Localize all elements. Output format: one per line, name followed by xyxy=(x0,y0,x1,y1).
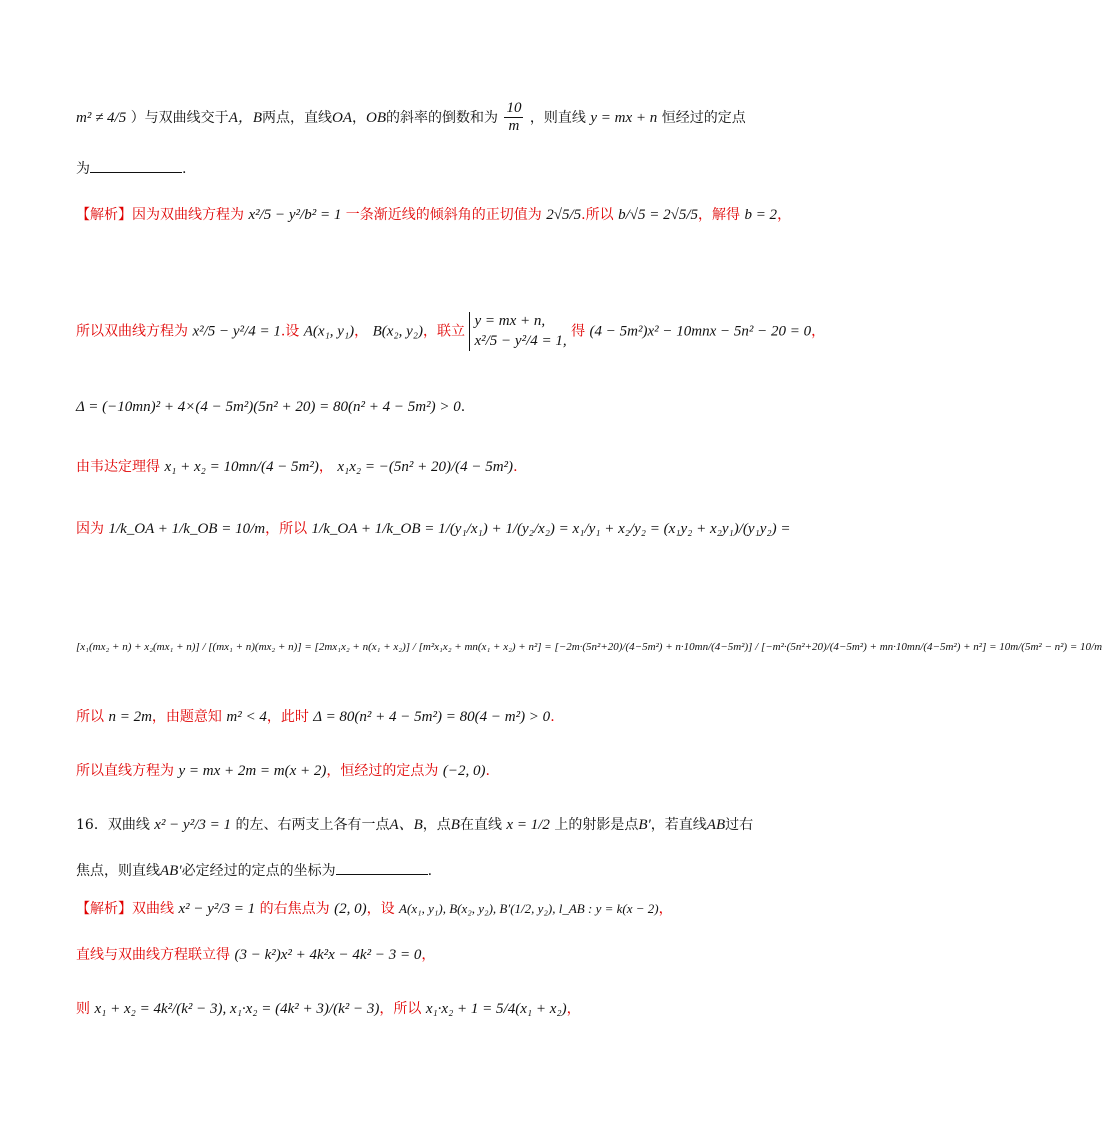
text: ，此时 xyxy=(266,709,309,725)
text: 焦点，则直线 xyxy=(76,863,160,879)
hyperbola-equation: x² − y²/3 = 1 xyxy=(178,901,256,917)
text: ， xyxy=(566,1001,581,1017)
vieta-relations: x₁ + x₂ = 4k²/(k² − 3), x₁·x₂ = (4k² + 3)/(k² − 3) xyxy=(94,1001,380,1017)
text: OB xyxy=(366,109,387,126)
text: 的左、右两支上各有一点 xyxy=(235,817,390,833)
value: m² < 4 xyxy=(226,709,267,725)
quadratic-equation: (4 − 5m²)x² − 10mnx − 5n² − 20 = 0 xyxy=(589,323,812,340)
text: ， xyxy=(318,459,333,475)
text: 直线与双曲线方程联立得 xyxy=(76,947,230,963)
question-16-line-2 xyxy=(76,862,432,879)
text: . xyxy=(182,161,187,177)
text: 必定经过的定点的坐标为 xyxy=(181,863,336,879)
text: 由韦达定理得 xyxy=(76,459,160,475)
text: A、B xyxy=(389,817,423,833)
text: 所以 xyxy=(76,709,104,725)
text: 两点，直线 xyxy=(262,109,333,126)
text: ，由题意知 xyxy=(151,709,222,725)
solution-line-2 xyxy=(76,312,825,351)
answer-16-line-3 xyxy=(76,1002,581,1017)
text: .所以 xyxy=(581,207,614,223)
long-derivation: [x₁(mx₂ + n) + x₂(mx₁ + n)] / [(mx₁ + n)(mx₂ + n)] = [2mx₁x₂ + n(x₁ + x₂)] / [m²x₁x₂ + mn(x₁ + x₂) + n²] = [−2m·(5n²+20)/(4−5m²) + n·10mn/(4−5m²)] / [−m²·(5n²+20)/(4−5m²) + mn·10mn/(4−5m²) + n²] = 10m/(5m² − n²) = 10/m xyxy=(76,641,1102,653)
discriminant: Δ = (−10mn)² + 4×(4 − 5m²)(5n² + 20) = 80(n² + 4 − 5m²) > 0 xyxy=(76,399,461,415)
setup: A(x₁, y₁), B(x₂, y₂), B′(1/2, y₂), l_AB : y = k(x − 2) xyxy=(399,901,659,916)
value: b/√5 = 2√5/5 xyxy=(618,207,698,223)
question-16-line-1 xyxy=(76,818,753,833)
discriminant: Δ = 80(n² + 4 − 5m²) = 80(4 − m²) > 0 xyxy=(313,709,551,725)
text: 因为 xyxy=(76,521,104,537)
relation: x₁·x₂ + 1 = 5/4(x₁ + x₂) xyxy=(425,1001,567,1017)
text: AB′ xyxy=(160,863,182,879)
text: ，若直线 xyxy=(650,817,707,833)
vertical-line: x = 1/2 xyxy=(506,817,550,833)
text: ， xyxy=(354,323,369,340)
text: ，设 xyxy=(366,901,395,917)
text: OA xyxy=(332,109,353,126)
fraction: $\frac{10}{m}$ xyxy=(506,100,522,135)
text: 为 xyxy=(76,161,90,177)
text: 因为双曲线方程为 xyxy=(132,207,244,223)
text: ，点 xyxy=(422,817,451,833)
solution-line-8 xyxy=(76,764,490,779)
point-a: A(x₁, y₁) xyxy=(303,323,355,340)
text: A，B xyxy=(228,109,263,126)
slope-expansion: 1/k_OA + 1/k_OB = 1/(y₁/x₁) + 1/(y₂/x₂) = x₁/y₁ + x₂/y₂ = (x₁y₂ + x₂y₁)/(y₁y₂) = xyxy=(311,521,791,537)
text: ， xyxy=(352,109,367,126)
text: 得 xyxy=(571,323,586,340)
analysis-tag: 【解析】 xyxy=(76,901,132,917)
vieta-product: x₁x₂ = −(5n² + 20)/(4 − 5m²) xyxy=(337,459,514,475)
text: ， xyxy=(421,947,436,963)
text: ）与双曲线交于 xyxy=(130,109,229,126)
condition: m² ≠ 4/5 xyxy=(76,109,127,126)
text: ，恒经过的定点为 xyxy=(326,763,439,779)
text: 上的射影是点 xyxy=(554,817,639,833)
text: ，所以 xyxy=(379,1001,422,1017)
text: 所以双曲线方程为 xyxy=(76,323,188,340)
text: 的斜率的倒数和为 xyxy=(386,109,499,126)
value: 2√5/5 xyxy=(546,207,582,223)
line-equation: y = mx + 2m = m(x + 2) xyxy=(178,763,327,779)
answer-16-line-1 xyxy=(76,902,673,917)
text: ， xyxy=(658,901,673,917)
text: ，则直线 xyxy=(529,109,586,126)
text: 则 xyxy=(76,1001,90,1017)
line-equation: y = mx + n xyxy=(590,109,658,126)
text: 恒经过的定点 xyxy=(661,109,746,126)
solution-line-6 xyxy=(76,640,1102,653)
text: . xyxy=(513,459,518,475)
analysis-tag: 【解析】 xyxy=(76,207,132,223)
fixed-point: (−2, 0) xyxy=(442,763,486,779)
solution-line-5 xyxy=(76,522,790,537)
slope-condition: 1/k_OA + 1/k_OB = 10/m xyxy=(108,521,266,537)
value: b = 2 xyxy=(744,207,778,223)
focus-point: (2, 0) xyxy=(334,901,367,917)
quadratic-equation: (3 − k²)x² + 4k²x − 4k² − 3 = 0 xyxy=(234,947,422,963)
text: ， xyxy=(777,207,792,223)
vieta-sum: x₁ + x₂ = 10mn/(4 − 5m²) xyxy=(164,459,319,475)
question-number: 16．双曲线 xyxy=(76,817,150,833)
text: 的右焦点为 xyxy=(259,901,330,917)
text: ，所以 xyxy=(265,521,308,537)
text: ，解得 xyxy=(697,207,740,223)
text: ，联立 xyxy=(423,323,466,340)
solution-line-3 xyxy=(76,400,465,415)
hyperbola-equation: x²/5 − y²/b² = 1 xyxy=(248,207,342,223)
text: B′ xyxy=(638,817,651,833)
text: B xyxy=(450,817,460,833)
problem-line-2 xyxy=(76,160,186,176)
text: 一条渐近线的倾斜角的正切值为 xyxy=(345,207,542,223)
text: . xyxy=(460,399,466,415)
solution-line-7 xyxy=(76,710,555,725)
point-b: B(x₂, y₂) xyxy=(372,323,424,340)
text: 在直线 xyxy=(459,817,502,833)
hyperbola-equation: x²/5 − y²/4 = 1 xyxy=(192,323,281,340)
text: AB xyxy=(706,817,726,833)
text: 所以直线方程为 xyxy=(76,763,174,779)
hyperbola-equation: x² − y²/3 = 1 xyxy=(154,817,232,833)
equation-system: y = mx + n, x²/5 − y²/4 = 1, xyxy=(469,312,566,351)
answer-blank[interactable] xyxy=(336,862,428,875)
text: . xyxy=(550,709,555,725)
text: . xyxy=(485,763,490,779)
solution-line-1 xyxy=(76,208,791,223)
problem-line-1 xyxy=(76,100,746,136)
answer-16-line-2 xyxy=(76,948,435,963)
text: ， xyxy=(811,323,826,340)
solution-line-4 xyxy=(76,460,518,475)
text: . xyxy=(427,863,433,879)
text: 双曲线 xyxy=(132,901,174,917)
text: 过右 xyxy=(725,817,754,833)
text: .设 xyxy=(280,323,300,340)
value: n = 2m xyxy=(108,709,152,725)
answer-blank[interactable] xyxy=(90,160,182,173)
